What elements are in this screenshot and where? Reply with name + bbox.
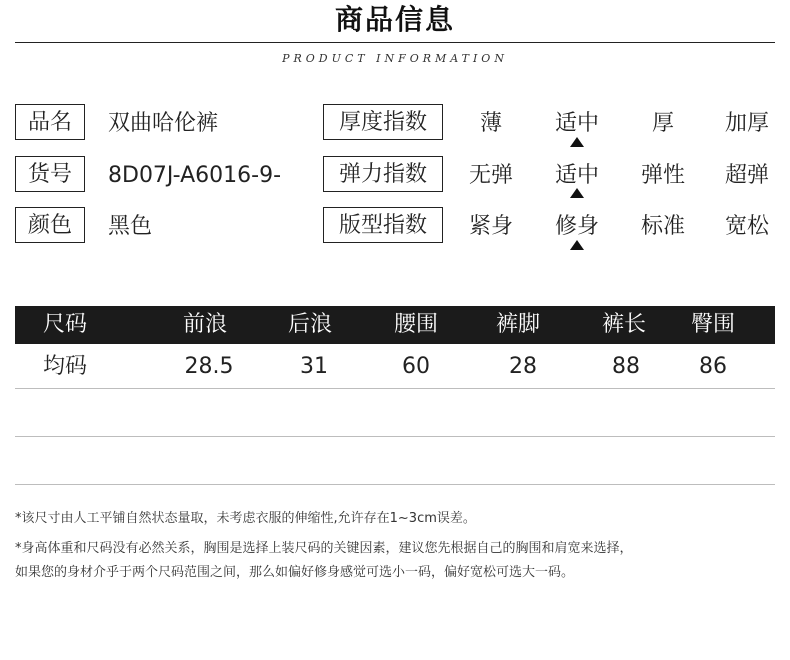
thickness-option: 厚 <box>651 111 674 136</box>
fit-option: 标准 <box>640 214 685 239</box>
sizing-advice-note-continued: 如果您的身材介乎于两个尺码范围之间，那么如偏好修身感觉可选小一码，偏好宽松可选大一码。 <box>15 565 575 580</box>
leg-opening-column-header: 裤脚 <box>495 312 540 337</box>
size-cell: 均码 <box>42 354 87 379</box>
elasticity-option: 超弹 <box>724 163 769 188</box>
hip-cell: 86 <box>699 354 727 379</box>
fit-option: 宽松 <box>724 214 769 239</box>
product-name-label: 品名 <box>15 104 85 140</box>
fit-option: 紧身 <box>468 214 513 239</box>
page-subtitle: PRODUCT INFORMATION <box>282 52 508 65</box>
hip-column-header: 臀围 <box>690 312 735 337</box>
sizing-advice-note: *身高体重和尺码没有必然关系，胸围是选择上装尺码的关键因素，建议您先根据自己的胸围和肩宽来选择， <box>15 541 633 556</box>
thickness-option: 适中 <box>554 111 599 136</box>
product-name-value: 双曲哈伦裤 <box>108 111 219 136</box>
table-divider <box>15 436 775 437</box>
elasticity-option: 弹性 <box>640 163 685 188</box>
page-title: 商品信息 <box>334 3 455 36</box>
elasticity-option: 适中 <box>554 163 599 188</box>
thickness-option: 加厚 <box>724 111 769 136</box>
elasticity-option: 无弹 <box>468 163 513 188</box>
table-divider <box>15 388 775 389</box>
back-rise-cell: 31 <box>300 354 328 379</box>
thickness-selected-marker-icon <box>570 137 584 147</box>
color-value: 黑色 <box>108 214 153 239</box>
fit-index-label: 版型指数 <box>323 207 443 243</box>
elasticity-index-label: 弹力指数 <box>323 156 443 192</box>
measurement-note: *该尺寸由人工平铺自然状态量取，未考虑衣服的伸缩性,允许存在1~3cm误差。 <box>15 511 476 526</box>
title-divider <box>15 42 775 43</box>
pants-length-column-header: 裤长 <box>601 312 646 337</box>
fit-option: 修身 <box>554 214 599 239</box>
front-rise-cell: 28.5 <box>184 354 234 379</box>
pants-length-cell: 88 <box>612 354 640 379</box>
color-label: 颜色 <box>15 207 85 243</box>
table-divider <box>15 484 775 485</box>
thickness-option: 薄 <box>479 111 502 136</box>
elasticity-selected-marker-icon <box>570 188 584 198</box>
fit-selected-marker-icon <box>570 240 584 250</box>
sku-label: 货号 <box>15 156 85 192</box>
back-rise-column-header: 后浪 <box>287 312 332 337</box>
front-rise-column-header: 前浪 <box>182 312 227 337</box>
size-column-header: 尺码 <box>42 312 87 337</box>
thickness-index-label: 厚度指数 <box>323 104 443 140</box>
waist-column-header: 腰围 <box>393 312 438 337</box>
waist-cell: 60 <box>402 354 430 379</box>
sku-value: 8D07J-A6016-9- <box>108 163 282 188</box>
leg-opening-cell: 28 <box>509 354 537 379</box>
